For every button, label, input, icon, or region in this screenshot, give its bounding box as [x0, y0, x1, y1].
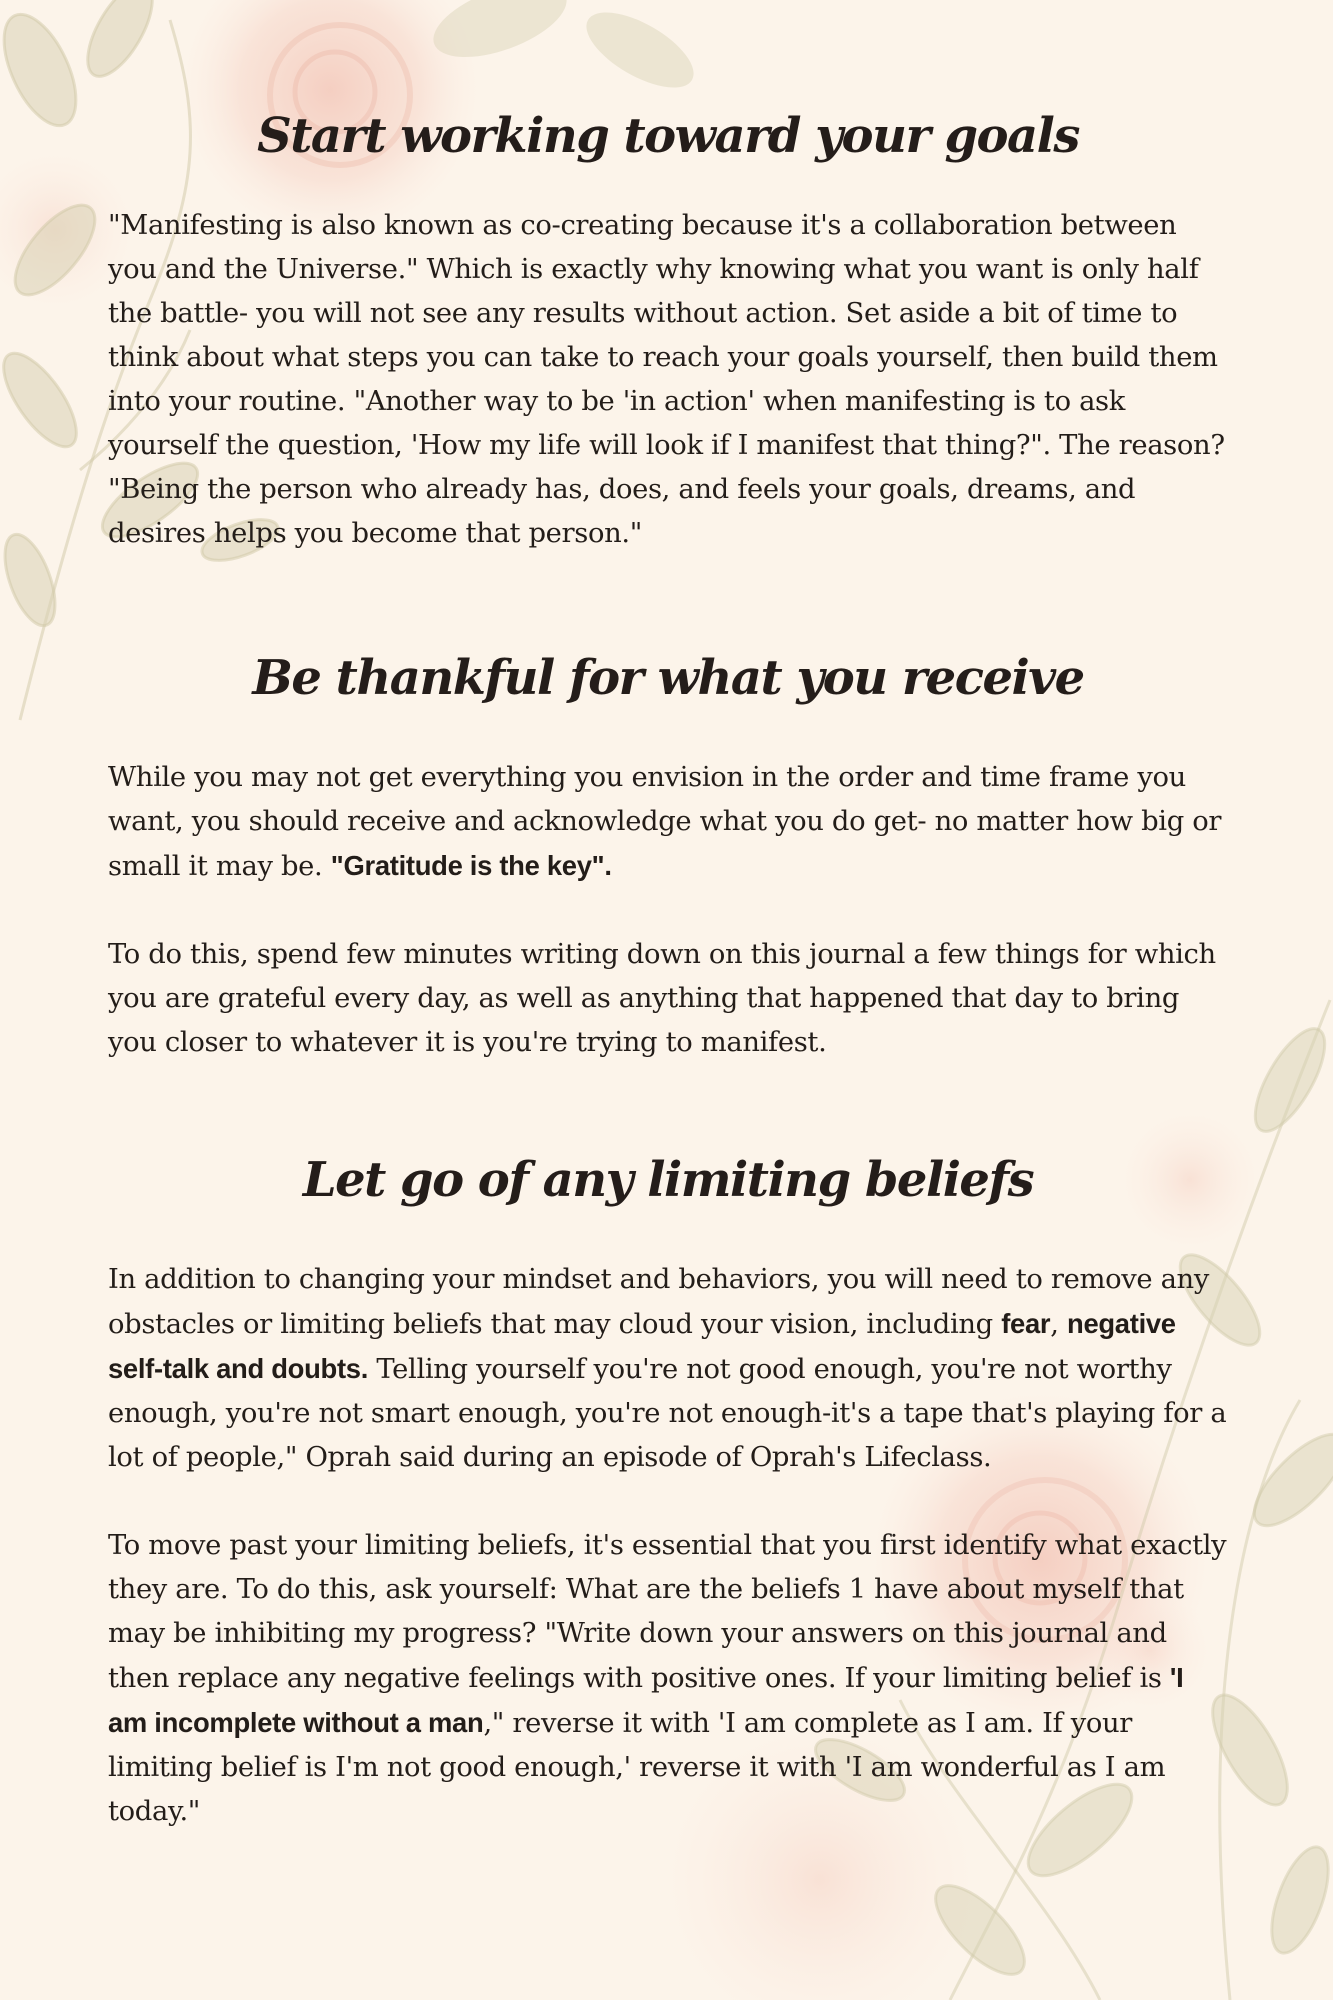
- text-run: Telling yourself you're not good enough, you're not worthy enough, you're not smart enough, you're not enough-it's a tape that's playing for a lot of people," Oprah said during an episode of Oprah's Lifeclass.: [108, 1354, 1227, 1473]
- text-run: "Manifesting is also known as co-creating because it's a collaboration between you and the Universe." Which is exactly why knowing what you want is only half the battle- you will not see any results without action. Set aside a bit of time to think about what steps you can take to reach your goals yourself, then build them into your routine. "Another way to be 'in action' when manifesting is to ask yourself the question, 'How my life will look if I manifest that thing?". The reason? "Being the person who already has, does, and feels your goals, dreams, and desires helps you become that person.": [108, 210, 1225, 549]
- emphasis-text: 'I am incomplete without a man: [108, 1662, 1184, 1738]
- section-limiting-beliefs: [108, 1152, 1228, 1834]
- text-run: To move past your limiting beliefs, it's essential that you first identify what exactly they are. To do this, ask yourself: What are the beliefs 1 have about myself that may be inhibiting my progress? "Write down your answers on this journal and then replace any negative feelings with positive ones. If your limiting belief is: [108, 1530, 1227, 1694]
- section-heading: Let go of any limiting beliefs: [302, 1152, 1034, 1208]
- paragraph: [108, 1524, 1228, 1834]
- emphasis-text: negative self-talk and doubts.: [108, 1308, 1176, 1384]
- text-run: While you may not get everything you envision in the order and time frame you want, you should receive and acknowledge what you do get- no matter how big or small it may be.: [108, 762, 1222, 882]
- text-run: To do this, spend few minutes writing down on this journal a few things for which you are grateful every day, as well as anything that happened that day to bring you closer to whatever it is you're trying to manifest.: [108, 939, 1216, 1058]
- section-heading: Start working toward your goals: [257, 108, 1079, 164]
- section-heading: Be thankful for what you receive: [252, 650, 1084, 706]
- text-run: ," reverse it with 'I am complete as I am. If your limiting belief is I'm not good enough,' reverse it with 'I am wonderful as I am today.": [108, 1708, 1166, 1827]
- emphasis-text: "Gratitude is the key".: [330, 850, 612, 881]
- section-goals: [108, 108, 1228, 556]
- text-run: In addition to changing your mindset and behaviors, you will need to remove any obstacles or limiting beliefs that may cloud your vision, including: [108, 1264, 1209, 1340]
- paragraph: [108, 1258, 1228, 1480]
- paragraph: [108, 204, 1228, 556]
- emphasis-text: fear: [1001, 1308, 1051, 1339]
- section-thankful: [108, 650, 1228, 1065]
- text-run: ,: [1050, 1309, 1068, 1340]
- paragraph: [108, 756, 1228, 889]
- paragraph: [108, 933, 1228, 1065]
